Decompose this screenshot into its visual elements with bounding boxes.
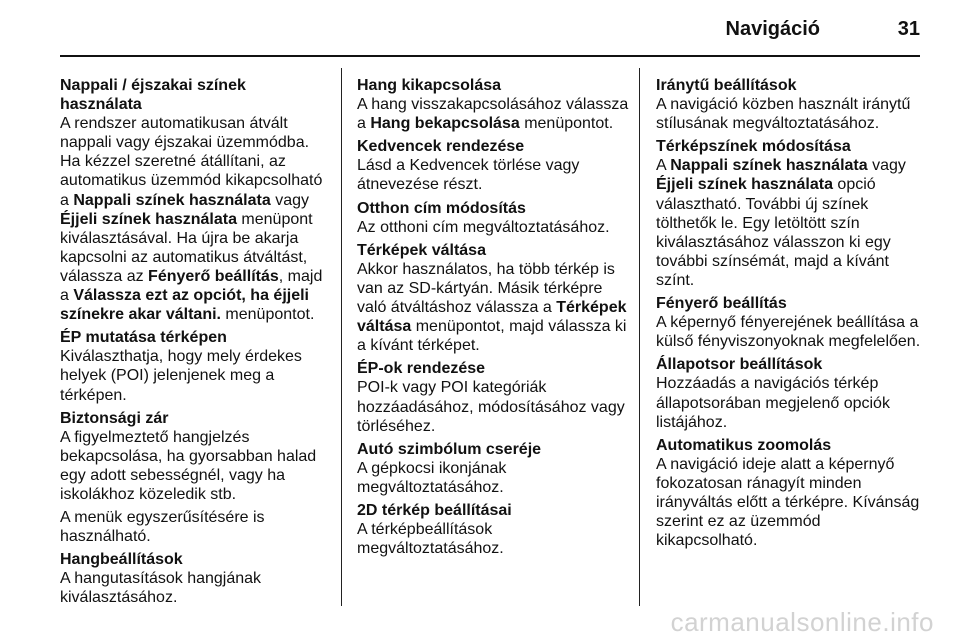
watermark: carmanualsonline.info xyxy=(670,607,934,637)
section xyxy=(357,199,629,237)
paragraph-text: A xyxy=(656,157,671,175)
section-heading: Biztonsági zár xyxy=(60,409,169,427)
section-heading: Hang kikapcsolása xyxy=(357,77,502,94)
section xyxy=(60,409,328,547)
section-heading: Nappali / éjszakai színek használata xyxy=(60,77,246,114)
section xyxy=(656,76,924,133)
section-heading: Iránytű beállítások xyxy=(656,77,797,94)
menu-item-reference: Nappali színek használata xyxy=(670,157,868,175)
section xyxy=(357,241,629,356)
section-heading: Autó szimbólum cseréje xyxy=(357,440,542,458)
section-heading: Állapotsor beállítások xyxy=(656,356,823,374)
column-3 xyxy=(656,76,924,554)
menu-item-reference: Nappali színek használata xyxy=(73,191,271,209)
paragraph-text: Az otthoni cím megváltoztatásához. xyxy=(357,218,610,236)
section xyxy=(656,294,924,351)
section-heading: Fényerő beállítás xyxy=(656,295,787,313)
section-heading: 2D térkép beállításai xyxy=(357,501,512,519)
paragraph-text: A képernyő fényerejének beállítása a külső fényviszonyoknak megfelelően. xyxy=(656,314,921,351)
section xyxy=(60,550,328,607)
section-paragraph xyxy=(60,428,328,504)
menu-item-reference: Hang bekapcsolása xyxy=(370,115,520,133)
section-paragraph xyxy=(656,156,924,290)
paragraph-text: Lásd a Kedvencek törlése vagy átnevezése részt. xyxy=(357,157,580,194)
section-paragraph xyxy=(357,260,629,355)
paragraph-text: A rendszer automatikusan átvált nappali vagy éjszakai üzemmódba. Ha kézzel szeretné átállítani, az automatikus üzemmód kikapcsolható a xyxy=(60,115,323,209)
section-paragraph xyxy=(656,374,924,431)
column-divider-1 xyxy=(341,68,342,606)
section xyxy=(656,436,924,551)
paragraph-text: opció választható. További új színek tölthetők le. Egy letöltött szín kiválasztásához válasszon ki egy további színsémát, majd a kívánt színt. xyxy=(656,176,891,289)
paragraph-text: Hozzáadás a navigációs térkép állapotsorában megjelenő opciók listájához. xyxy=(656,375,890,431)
section xyxy=(357,501,629,558)
section xyxy=(656,355,924,431)
section-heading: Hangbeállítások xyxy=(60,551,183,569)
paragraph-text: A navigáció közben használt iránytű stílusának megváltoztatásához. xyxy=(656,96,911,133)
column-1 xyxy=(60,76,328,612)
section xyxy=(60,328,328,404)
menu-item-reference: Éjjeli színek használata xyxy=(60,210,237,228)
paragraph-text: Akkor használatos, ha több térkép is van az SD-kártyán. Másik térképre való átváltáshoz válassza a xyxy=(357,260,615,317)
paragraph-text: POI-k vagy POI kategóriák hozzáadásához, módosításához vagy törléséhez. xyxy=(357,379,625,435)
menu-item-reference: Fényerő beállítás xyxy=(148,267,279,285)
section-paragraph xyxy=(357,95,629,133)
section xyxy=(656,137,924,290)
column-2 xyxy=(357,76,629,562)
paragraph-text: A gépkocsi ikonjának megváltoztatásához. xyxy=(357,459,507,496)
section xyxy=(357,137,629,194)
section xyxy=(60,76,328,324)
section-paragraph xyxy=(357,520,629,558)
section xyxy=(357,440,629,497)
page-number: 31 xyxy=(897,18,920,40)
section-heading: Térképszínek módosítása xyxy=(656,138,851,156)
section-paragraph xyxy=(60,114,328,324)
section-paragraph xyxy=(60,347,328,404)
section-heading: Kedvencek rendezése xyxy=(357,138,525,156)
paragraph-text: A menük egyszerűsítésére is használható. xyxy=(60,509,265,546)
section-paragraph xyxy=(357,459,629,497)
paragraph-text: A hangutasítások hangjának kiválasztásához. xyxy=(60,570,262,607)
menu-item-reference: Térképek váltása xyxy=(357,299,627,336)
section-paragraph xyxy=(357,218,629,237)
section-paragraph xyxy=(357,156,629,194)
section-paragraph xyxy=(60,508,328,546)
column-divider-2 xyxy=(639,68,640,606)
section-heading: ÉP-ok rendezése xyxy=(357,360,486,378)
section xyxy=(357,359,629,435)
section-heading: ÉP mutatása térképen xyxy=(60,329,227,347)
section-paragraph xyxy=(357,378,629,435)
section-heading: Automatikus zoomolás xyxy=(656,436,832,454)
paragraph-text: vagy xyxy=(867,157,906,175)
paragraph-text: menüpontot. xyxy=(519,115,614,133)
paragraph-text: A figyelmeztető hangjelzés bekapcsolása, ha gyorsabban halad egy adott sebességnél, vagy ha iskolákhoz közeledik stb. xyxy=(60,428,317,503)
section-paragraph xyxy=(656,95,924,133)
page-header xyxy=(60,0,920,56)
menu-item-reference: Éjjeli színek használata xyxy=(656,176,833,194)
paragraph-text: A térképbeállítások megváltoztatásához. xyxy=(357,521,504,558)
paragraph-text: menüpontot. xyxy=(220,306,315,324)
paragraph-text: menüpontot, majd válassza ki a kívánt térképet. xyxy=(357,318,627,355)
paragraph-text: Kiválaszthatja, hogy mely érdekes helyek (POI) jelenjenek meg a térképen. xyxy=(60,348,302,404)
section-paragraph xyxy=(656,313,924,351)
section xyxy=(357,76,629,133)
paragraph-text: A hang visszakapcsolásához válassza a xyxy=(357,96,629,133)
menu-item-reference: Válassza ezt az opciót, ha éjjeli színekre akar váltani. xyxy=(60,287,309,324)
paragraph-text: A navigáció ideje alatt a képernyő fokozatosan ránagyít minden irányváltás előtt a térképre. Kívánság szerint ez az üzemmód kikapcsolható. xyxy=(656,455,920,550)
section-paragraph xyxy=(656,455,924,550)
section-heading: Otthon cím módosítás xyxy=(357,199,526,217)
paragraph-text: vagy xyxy=(270,191,309,209)
section-paragraph xyxy=(60,569,328,607)
header-rule xyxy=(60,55,920,57)
page-title: Navigáció xyxy=(725,18,820,40)
section-heading: Térképek váltása xyxy=(357,241,486,259)
paragraph-text: , majd a xyxy=(60,267,323,305)
paragraph-text: menüpont kiválasztásával. Ha újra be akarja kapcsolni az automatikus átváltást, válassza az xyxy=(60,210,313,285)
